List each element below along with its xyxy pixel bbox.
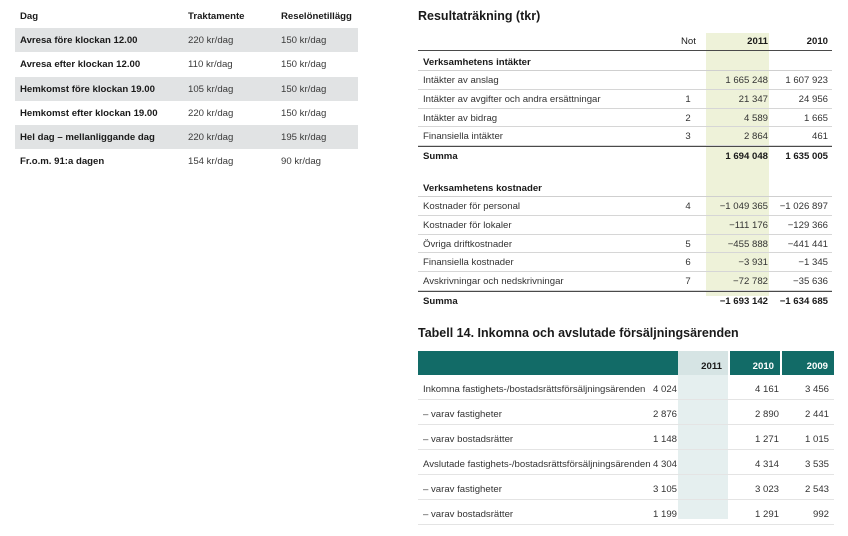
not-cell: 7 <box>685 276 691 288</box>
table-row <box>418 197 832 216</box>
row-label: Avslutade fastighets-/bostadsrättsförsäljningsärenden <box>423 459 651 470</box>
not-cell: 2 <box>685 112 691 124</box>
tabell14-header-2009: 2009 <box>806 361 828 372</box>
table-row <box>418 500 834 525</box>
tabell14-header-2010-cell <box>730 351 780 375</box>
table-row <box>418 375 834 400</box>
header-2010: 2010 <box>806 36 828 47</box>
dag-cell: Avresa före klockan 12.00 <box>20 35 138 46</box>
traktamente-cell: 110 kr/dag <box>188 59 233 71</box>
value-2011: −3 931 <box>738 257 768 269</box>
value-2010: 4 314 <box>754 459 779 470</box>
value-2010: −35 636 <box>793 276 828 288</box>
row-label: Summa <box>423 295 458 307</box>
table-row <box>15 77 358 101</box>
row-label: Inkomna fastighets-/bostadsrättsförsäljningsärenden <box>423 384 646 395</box>
value-2011: 2 864 <box>743 131 768 143</box>
table-row <box>418 450 834 475</box>
spacer <box>418 165 832 177</box>
value-2010: 2 890 <box>754 409 779 420</box>
header-dag: Dag <box>20 11 39 22</box>
traktamente-cell: 220 kr/dag <box>188 132 234 144</box>
value-2011: 1 199 <box>652 509 677 520</box>
value-2010: −1 026 897 <box>779 200 828 212</box>
table-row <box>418 475 834 500</box>
header-2011: 2011 <box>747 36 768 47</box>
value-2009: 2 543 <box>804 484 829 495</box>
row-label: Finansiella intäkter <box>423 131 503 143</box>
table-row <box>418 235 832 254</box>
row-label: Kostnader för personal <box>423 200 521 212</box>
section-heading <box>418 177 832 197</box>
value-2009: 3 535 <box>804 459 829 470</box>
value-2011: 4 024 <box>652 384 677 395</box>
section-label: Verksamhetens kostnader <box>423 182 542 194</box>
value-2009: 992 <box>812 509 829 520</box>
tabell14-header-2009-cell <box>782 351 834 375</box>
value-2010: 1 271 <box>754 434 779 445</box>
value-2010: 1 291 <box>754 509 779 520</box>
table-row <box>418 400 834 425</box>
resultatrakning-header <box>418 33 832 51</box>
value-2011: 3 105 <box>652 484 677 495</box>
value-2010: 1 607 923 <box>785 75 828 86</box>
table-row <box>418 127 832 146</box>
section-label: Verksamhetens intäkter <box>423 57 531 68</box>
row-label: Kostnader för lokaler <box>423 219 512 231</box>
resultatrakning-title: Resultaträkning (tkr) <box>418 9 541 23</box>
row-label: Avskrivningar och nedskrivningar <box>423 276 564 288</box>
table-row <box>418 71 832 90</box>
traktamente-table <box>15 7 358 174</box>
value-2010: −441 441 <box>787 238 828 250</box>
tabell14-header-2011: 2011 <box>701 361 722 372</box>
table-row <box>418 272 832 291</box>
table-row <box>418 216 832 235</box>
dag-cell: Avresa efter klockan 12.00 <box>20 59 141 71</box>
reselone-cell: 150 kr/dag <box>281 35 327 46</box>
value-2011: 4 304 <box>652 459 677 470</box>
table-row <box>15 125 358 149</box>
value-2010: −1 345 <box>798 257 828 269</box>
value-2011: −111 176 <box>729 219 768 231</box>
reselone-cell: 150 kr/dag <box>281 83 327 95</box>
row-label: – varav fastigheter <box>423 409 502 420</box>
row-label: Finansiella kostnader <box>423 257 514 269</box>
row-label: Summa <box>423 151 458 163</box>
value-2010: 1 665 <box>803 112 828 124</box>
value-2010: 24 956 <box>798 93 828 105</box>
traktamente-cell: 105 kr/dag <box>188 83 234 95</box>
row-label: Intäkter av avgifter och andra ersättningar <box>423 93 601 105</box>
section-heading <box>418 51 832 71</box>
table-row <box>418 253 832 272</box>
traktamente-cell: 154 kr/dag <box>188 156 234 168</box>
resultatrakning-table <box>418 33 832 310</box>
value-2009: 2 441 <box>804 409 829 420</box>
not-cell: 3 <box>685 131 691 143</box>
not-cell: 1 <box>685 93 691 105</box>
value-2011: −1 693 142 <box>719 295 768 307</box>
reselone-cell: 90 kr/dag <box>281 156 322 168</box>
value-2011: 1 148 <box>652 434 677 445</box>
tabell14-header-2010: 2010 <box>752 361 774 372</box>
tabell14-header-label-cell <box>418 351 678 375</box>
table-row <box>418 425 834 450</box>
reselone-cell: 195 kr/dag <box>281 132 327 144</box>
value-2011: 4 589 <box>743 112 768 124</box>
summa-row <box>418 146 832 165</box>
row-label: – varav fastigheter <box>423 484 502 495</box>
value-2009: 1 015 <box>804 434 829 445</box>
tabell14-title: Tabell 14. Inkomna och avslutade försäljningsärenden <box>418 326 739 340</box>
tabell14-header-2011-cell <box>678 351 728 375</box>
dag-cell: Fr.o.m. 91:a dagen <box>20 156 105 168</box>
reselone-cell: 150 kr/dag <box>281 59 327 71</box>
not-cell: 5 <box>685 238 691 250</box>
not-cell: 6 <box>685 257 691 269</box>
dag-cell: Hemkomst före klockan 19.00 <box>20 83 155 95</box>
value-2011: −1 049 365 <box>719 200 768 212</box>
dag-cell: Hemkomst efter klockan 19.00 <box>20 107 158 119</box>
table-row <box>15 52 358 76</box>
value-2010: 461 <box>811 131 828 143</box>
table-row <box>15 101 358 125</box>
header-reselonetillagg: Reselönetillägg <box>281 11 352 22</box>
table-row <box>15 28 358 52</box>
value-2011: −72 782 <box>733 276 768 288</box>
reselone-cell: 150 kr/dag <box>281 107 327 119</box>
table-row <box>418 109 832 128</box>
header-traktamente: Traktamente <box>188 11 245 22</box>
row-label: Intäkter av anslag <box>423 75 499 86</box>
traktamente-cell: 220 kr/dag <box>188 107 234 119</box>
value-2011: 1 665 248 <box>725 75 768 86</box>
summa-row <box>418 291 832 310</box>
value-2010: 4 161 <box>754 384 779 395</box>
traktamente-table-header <box>15 7 358 28</box>
value-2011: 2 876 <box>652 409 677 420</box>
value-2009: 3 456 <box>804 384 829 395</box>
not-cell: 4 <box>685 200 691 212</box>
dag-cell: Hel dag – mellanliggande dag <box>20 132 155 144</box>
row-label: – varav bostadsrätter <box>423 434 514 445</box>
table-row <box>15 149 358 173</box>
value-2010: −1 634 685 <box>779 295 828 307</box>
value-2010: −129 366 <box>787 219 828 231</box>
row-label: Övriga driftkostnader <box>423 238 513 250</box>
value-2010: 1 635 005 <box>785 151 828 163</box>
traktamente-cell: 220 kr/dag <box>188 35 234 46</box>
tabell14-table <box>418 351 834 525</box>
table-row <box>418 90 832 109</box>
row-label: – varav bostadsrätter <box>423 509 514 520</box>
header-not: Not <box>681 36 696 47</box>
value-2011: −455 888 <box>727 238 768 250</box>
value-2010: 3 023 <box>754 484 779 495</box>
value-2011: 1 694 048 <box>725 151 768 163</box>
tabell14-header <box>418 351 834 375</box>
row-label: Intäkter av bidrag <box>423 112 498 124</box>
value-2011: 21 347 <box>738 93 768 105</box>
